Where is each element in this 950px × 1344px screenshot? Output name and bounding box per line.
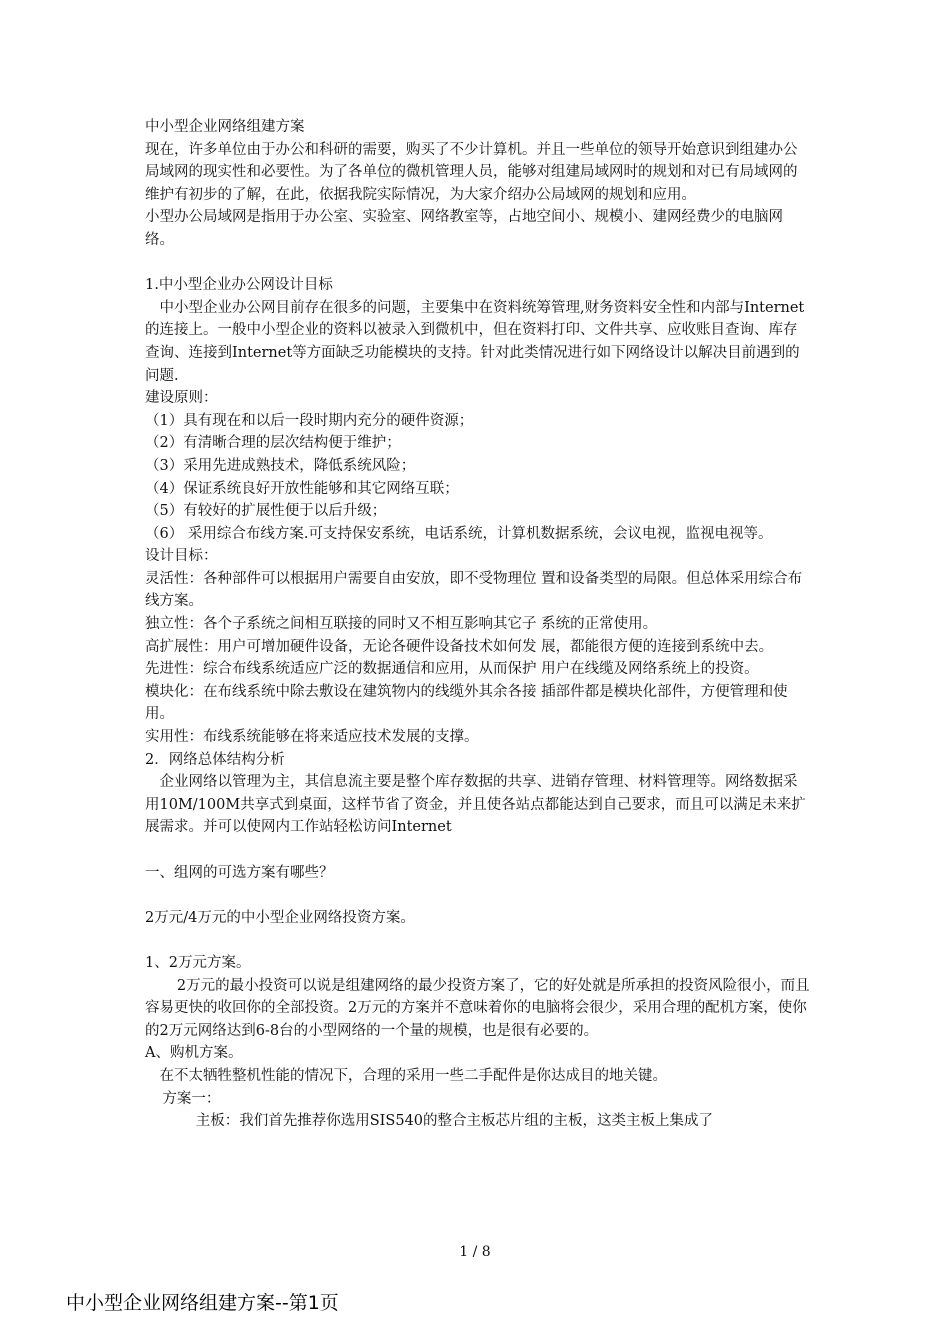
- spacer: [145, 839, 810, 862]
- spacer: [145, 929, 810, 952]
- principle-item: （6） 采用综合布线方案.可支持保安系统，电话系统，计算机数据系统，会议电视，监视电视等。: [145, 525, 773, 542]
- goal-item: 灵活性：各种部件可以根据用户需要自由安放，即不受物理位 置和设备类型的局限。但总体采用综合布线方案。: [145, 570, 803, 610]
- section-2-heading: 2．网络总体结构分析: [145, 751, 285, 768]
- intro-paragraph-2: 小型办公局域网是指用于办公室、实验室、网络教室等，占地空间小、规模小、建网经费少的电脑网络。: [145, 209, 783, 248]
- principle-item: （2）有清晰合理的层次结构便于维护；: [145, 435, 401, 452]
- goal-item: 实用性：布线系统能够在将来适应技术发展的支撑。: [145, 729, 479, 746]
- principle-item: （5）有较好的扩展性便于以后升级；: [145, 503, 387, 520]
- plan-1-heading: 1、2万元方案。: [145, 954, 251, 971]
- goal-item: 高扩展性：用户可增加硬件设备，无论各硬件设备技术如何发 展，都能很方便的连接到系统中去。: [145, 638, 774, 655]
- purchase-paragraph: 在不太牺牲整机性能的情况下，合理的采用一些二手配件是你达成目的地关键。: [159, 1067, 667, 1084]
- section-2-paragraph: 企业网络以管理为主，其信息流主要是整个库存数据的共享、进销存管理、材料管理等。网络数据采用10M/100M共享式到桌面，这样节省了资金，并且使各站点都能达到自己要求，而且可以满足未来扩展需求。并可以使网内工作站轻松访问Internet: [145, 774, 806, 836]
- principle-item: （3）采用先进成熟技术，降低系统风险；: [145, 457, 416, 474]
- spacer: [145, 252, 810, 275]
- purchase-heading: A、购机方案。: [145, 1045, 243, 1062]
- options-question-heading: 一、组网的可选方案有哪些？: [145, 864, 334, 881]
- goal-item: 先进性：综合布线系统适应广泛的数据通信和应用，从而保护 用户在线缆及网络系统上的投资。: [145, 661, 759, 678]
- goals-heading: 设计目标：: [145, 548, 218, 565]
- page-footer: 中小型企业网络组建方案--第1页: [66, 1292, 339, 1314]
- section-1-heading: 1.中小型企业办公网设计目标: [145, 277, 333, 294]
- intro-paragraph-1: 现在，许多单位由于办公和科研的需要，购买了不少计算机。并且一些单位的领导开始意识到组建办公局域网的现实性和必要性。为了各单位的微机管理人员，能够对组建局域网时的规划和对已有局域网的维护有初步的了解，在此，依据我院实际情况，为大家介绍办公局域网的规划和应用。: [145, 141, 798, 203]
- principle-item: （1）具有现在和以后一段时期内充分的硬件资源；: [145, 412, 474, 429]
- goal-item: 独立性：各个子系统之间相互联接的同时又不相互影响其它子 系统的正常使用。: [145, 616, 658, 633]
- page-number: 1 / 8: [459, 1244, 491, 1260]
- principle-item: （4）保证系统良好开放性能够和其它网络互联；: [145, 480, 459, 497]
- document-body: [145, 116, 810, 1133]
- investment-heading: 2万元/4万元的中小型企业网络投资方案。: [145, 909, 415, 926]
- plan-1-paragraph: 2万元的最小投资可以说是组建网络的最少投资方案了，它的好处就是所承担的投资风险很小，而且容易更快的收回你的全部投资。2万元的方案并不意味着你的电脑将会很少，采用合理的配机方案，使你的2万元网络达到6-8台的小型网络的一个量的规模，也是很有必要的。: [145, 977, 810, 1039]
- mainboard-paragraph: 主板：我们首先推荐你选用SIS540的整合主板芯片组的主板，这类主板上集成了: [195, 1113, 714, 1130]
- section-1-paragraph: 中小型企业办公网目前存在很多的问题，主要集中在资料统筹管理,财务资料安全性和内部与Internet的连接上。一般中小型企业的资料以被录入到微机中，但在资料打印、文件共享、应收账目查询、库存查询、连接到Internet等方面缺乏功能模块的支持。针对此类情况进行如下网络设计以解决目前遇到的问题.: [145, 299, 805, 384]
- principles-heading: 建设原则：: [145, 390, 218, 407]
- goal-item: 模块化：在布线系统中除去敷设在建筑物内的线缆外其余各接 插部件都是模块化部件，方便管理和使用。: [145, 683, 788, 723]
- spacer: [145, 884, 810, 907]
- document-title: 中小型企业网络组建方案: [145, 119, 305, 135]
- option-1-label: 方案一：: [162, 1090, 221, 1107]
